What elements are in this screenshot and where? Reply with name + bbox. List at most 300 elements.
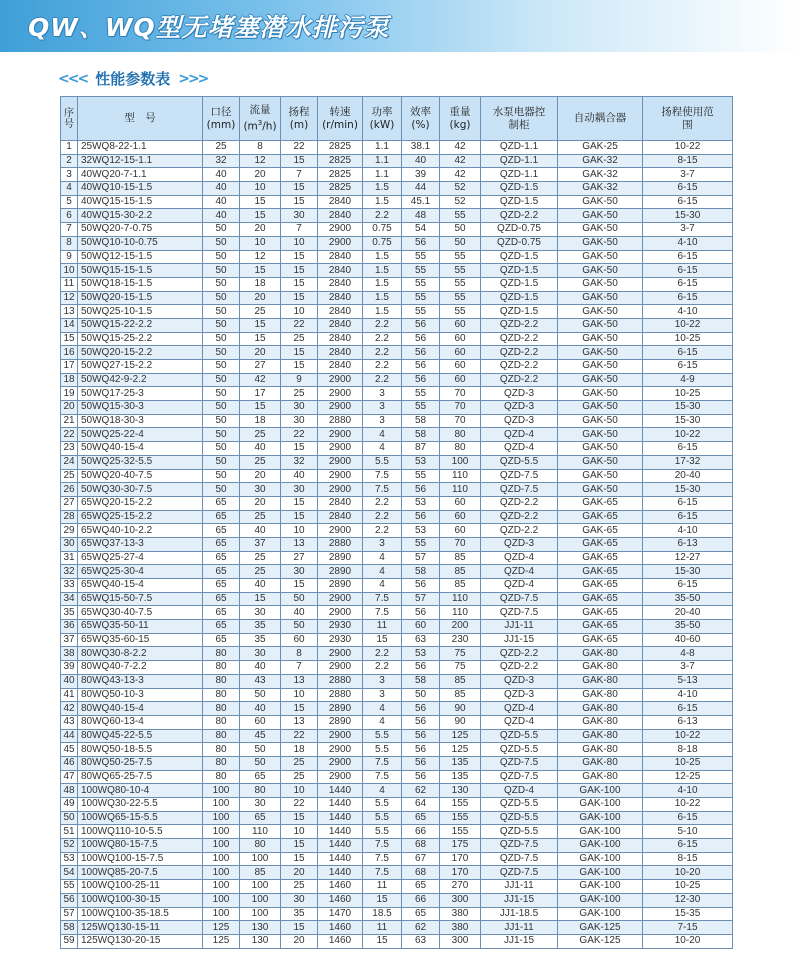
cell-no: 11	[61, 277, 78, 291]
cell-power: 4	[363, 428, 402, 442]
cell-flow: 15	[240, 332, 281, 346]
cell-coupling: GAK-80	[558, 702, 643, 716]
cell-speed: 1460	[318, 880, 363, 894]
cell-model: 65WQ35-50-11	[78, 620, 203, 634]
cell-coupling: GAK-65	[558, 565, 643, 579]
cell-head: 20	[281, 866, 318, 880]
cell-model: 100WQ30-22-5.5	[78, 798, 203, 812]
cell-speed: 2880	[318, 674, 363, 688]
cell-control: QZD-2.2	[481, 647, 558, 661]
cell-efficiency: 55	[402, 291, 440, 305]
table-row	[61, 674, 733, 688]
cell-efficiency: 40	[402, 154, 440, 168]
cell-power: 3	[363, 387, 402, 401]
cell-weight: 200	[440, 620, 481, 634]
table-row	[61, 455, 733, 469]
cell-range: 3-7	[643, 661, 733, 675]
cell-head: 30	[281, 401, 318, 415]
header-no: 序号	[61, 97, 78, 141]
cell-no: 27	[61, 496, 78, 510]
cell-model: 50WQ10-10-0.75	[78, 236, 203, 250]
cell-efficiency: 56	[402, 702, 440, 716]
cell-power: 7.5	[363, 606, 402, 620]
cell-weight: 300	[440, 893, 481, 907]
cell-model: 50WQ12-15-1.5	[78, 250, 203, 264]
cell-weight: 42	[440, 168, 481, 182]
cell-efficiency: 44	[402, 182, 440, 196]
cell-range: 6-15	[643, 360, 733, 374]
cell-range: 6-15	[643, 277, 733, 291]
header-power: 功率 (kW)	[363, 97, 402, 141]
cell-weight: 70	[440, 401, 481, 415]
cell-no: 57	[61, 907, 78, 921]
cell-range: 6-15	[643, 264, 733, 278]
cell-flow: 130	[240, 934, 281, 948]
cell-range: 6-15	[643, 291, 733, 305]
table-row	[61, 839, 733, 853]
cell-diameter: 65	[203, 606, 240, 620]
cell-power: 5.5	[363, 455, 402, 469]
cell-diameter: 40	[203, 168, 240, 182]
cell-coupling: GAK-50	[558, 291, 643, 305]
cell-power: 15	[363, 633, 402, 647]
cell-power: 15	[363, 934, 402, 948]
cell-no: 23	[61, 442, 78, 456]
cell-power: 1.1	[363, 141, 402, 155]
table-row	[61, 277, 733, 291]
cell-speed: 2900	[318, 770, 363, 784]
table-row	[61, 442, 733, 456]
cell-power: 1.5	[363, 277, 402, 291]
cell-control: QZD-4	[481, 428, 558, 442]
cell-weight: 155	[440, 825, 481, 839]
cell-weight: 52	[440, 195, 481, 209]
cell-no: 55	[61, 880, 78, 894]
cell-model: 50WQ18-15-1.5	[78, 277, 203, 291]
cell-no: 36	[61, 620, 78, 634]
cell-no: 59	[61, 934, 78, 948]
cell-efficiency: 55	[402, 469, 440, 483]
cell-efficiency: 65	[402, 907, 440, 921]
cell-head: 15	[281, 579, 318, 593]
cell-weight: 135	[440, 770, 481, 784]
cell-flow: 65	[240, 811, 281, 825]
cell-flow: 10	[240, 236, 281, 250]
cell-weight: 55	[440, 305, 481, 319]
cell-power: 3	[363, 537, 402, 551]
cell-flow: 40	[240, 524, 281, 538]
cell-model: 80WQ43-13-3	[78, 674, 203, 688]
table-row	[61, 551, 733, 565]
cell-coupling: GAK-50	[558, 209, 643, 223]
cell-no: 3	[61, 168, 78, 182]
table-row	[61, 647, 733, 661]
cell-flow: 80	[240, 839, 281, 853]
cell-range: 10-25	[643, 332, 733, 346]
table-row	[61, 236, 733, 250]
cell-range: 6-15	[643, 250, 733, 264]
table-row	[61, 811, 733, 825]
cell-power: 3	[363, 401, 402, 415]
cell-head: 30	[281, 893, 318, 907]
cell-control: QZD-3	[481, 387, 558, 401]
cell-model: 65WQ25-30-4	[78, 565, 203, 579]
cell-flow: 100	[240, 893, 281, 907]
cell-diameter: 50	[203, 455, 240, 469]
cell-control: QZD-1.5	[481, 291, 558, 305]
cell-coupling: GAK-50	[558, 277, 643, 291]
cell-efficiency: 68	[402, 866, 440, 880]
cell-control: QZD-5.5	[481, 729, 558, 743]
cell-no: 44	[61, 729, 78, 743]
cell-weight: 110	[440, 483, 481, 497]
cell-efficiency: 55	[402, 537, 440, 551]
cell-coupling: GAK-50	[558, 318, 643, 332]
cell-flow: 80	[240, 784, 281, 798]
cell-speed: 2825	[318, 141, 363, 155]
cell-no: 33	[61, 579, 78, 593]
cell-speed: 2900	[318, 606, 363, 620]
cell-no: 49	[61, 798, 78, 812]
cell-head: 60	[281, 633, 318, 647]
cell-speed: 2840	[318, 332, 363, 346]
cell-efficiency: 65	[402, 880, 440, 894]
cell-control: JJ1-11	[481, 921, 558, 935]
cell-speed: 2840	[318, 510, 363, 524]
table-row	[61, 360, 733, 374]
cell-range: 35-50	[643, 592, 733, 606]
cell-power: 5.5	[363, 825, 402, 839]
cell-power: 2.2	[363, 332, 402, 346]
cell-diameter: 80	[203, 674, 240, 688]
cell-range: 8-15	[643, 154, 733, 168]
table-row	[61, 592, 733, 606]
table-row	[61, 182, 733, 196]
cell-no: 56	[61, 893, 78, 907]
cell-coupling: GAK-80	[558, 674, 643, 688]
cell-flow: 50	[240, 688, 281, 702]
cell-efficiency: 56	[402, 743, 440, 757]
cell-model: 50WQ25-32-5.5	[78, 455, 203, 469]
cell-efficiency: 56	[402, 332, 440, 346]
cell-power: 7.5	[363, 866, 402, 880]
cell-flow: 15	[240, 592, 281, 606]
cell-power: 7.5	[363, 852, 402, 866]
title-banner	[0, 0, 800, 52]
cell-flow: 15	[240, 195, 281, 209]
cell-control: QZD-4	[481, 551, 558, 565]
cell-power: 7.5	[363, 770, 402, 784]
cell-control: QZD-3	[481, 537, 558, 551]
cell-range: 3-7	[643, 223, 733, 237]
cell-no: 12	[61, 291, 78, 305]
cell-no: 15	[61, 332, 78, 346]
cell-power: 0.75	[363, 223, 402, 237]
table-row	[61, 223, 733, 237]
cell-speed: 2890	[318, 551, 363, 565]
header-efficiency: 效率 (%)	[402, 97, 440, 141]
cell-control: QZD-5.5	[481, 455, 558, 469]
cell-no: 34	[61, 592, 78, 606]
table-row	[61, 291, 733, 305]
cell-weight: 170	[440, 866, 481, 880]
cell-no: 43	[61, 715, 78, 729]
cell-control: JJ1-18.5	[481, 907, 558, 921]
header-model: 型 号	[78, 97, 203, 141]
cell-control: QZD-7.5	[481, 866, 558, 880]
cell-no: 54	[61, 866, 78, 880]
cell-model: 50WQ20-7-0.75	[78, 223, 203, 237]
cell-model: 50WQ20-15-1.5	[78, 291, 203, 305]
cell-power: 2.2	[363, 373, 402, 387]
cell-no: 26	[61, 483, 78, 497]
cell-efficiency: 45.1	[402, 195, 440, 209]
cell-control: QZD-0.75	[481, 223, 558, 237]
table-row	[61, 483, 733, 497]
cell-head: 8	[281, 647, 318, 661]
cell-range: 15-30	[643, 401, 733, 415]
cell-speed: 2900	[318, 428, 363, 442]
cell-weight: 155	[440, 811, 481, 825]
cell-head: 15	[281, 346, 318, 360]
table-row	[61, 537, 733, 551]
cell-model: 65WQ25-15-2.2	[78, 510, 203, 524]
cell-diameter: 100	[203, 811, 240, 825]
cell-head: 15	[281, 442, 318, 456]
cell-head: 22	[281, 428, 318, 442]
cell-control: QZD-1.5	[481, 277, 558, 291]
cell-control: JJ1-15	[481, 893, 558, 907]
cell-model: 50WQ15-22-2.2	[78, 318, 203, 332]
cell-efficiency: 58	[402, 414, 440, 428]
cell-weight: 60	[440, 510, 481, 524]
cell-diameter: 100	[203, 880, 240, 894]
cell-power: 1.1	[363, 168, 402, 182]
cell-weight: 60	[440, 332, 481, 346]
table-row	[61, 373, 733, 387]
cell-no: 19	[61, 387, 78, 401]
cell-speed: 2825	[318, 154, 363, 168]
cell-range: 6-15	[643, 579, 733, 593]
table-row	[61, 510, 733, 524]
cell-power: 1.5	[363, 182, 402, 196]
cell-no: 51	[61, 825, 78, 839]
table-row	[61, 524, 733, 538]
cell-head: 15	[281, 264, 318, 278]
cell-diameter: 65	[203, 592, 240, 606]
cell-no: 38	[61, 647, 78, 661]
cell-diameter: 50	[203, 236, 240, 250]
cell-no: 6	[61, 209, 78, 223]
cell-model: 25WQ8-22-1.1	[78, 141, 203, 155]
cell-flow: 25	[240, 551, 281, 565]
cell-range: 15-30	[643, 209, 733, 223]
cell-range: 4-10	[643, 236, 733, 250]
cell-power: 4	[363, 442, 402, 456]
cell-range: 8-15	[643, 852, 733, 866]
cell-range: 4-10	[643, 784, 733, 798]
cell-speed: 2900	[318, 661, 363, 675]
cell-weight: 100	[440, 455, 481, 469]
cell-head: 15	[281, 360, 318, 374]
cell-efficiency: 50	[402, 688, 440, 702]
cell-efficiency: 39	[402, 168, 440, 182]
cell-head: 32	[281, 455, 318, 469]
cell-coupling: GAK-50	[558, 236, 643, 250]
cell-no: 32	[61, 565, 78, 579]
cell-range: 12-30	[643, 893, 733, 907]
cell-efficiency: 64	[402, 798, 440, 812]
cell-speed: 2890	[318, 715, 363, 729]
cell-control: QZD-7.5	[481, 756, 558, 770]
cell-flow: 37	[240, 537, 281, 551]
cell-diameter: 32	[203, 154, 240, 168]
cell-speed: 1440	[318, 798, 363, 812]
cell-diameter: 65	[203, 537, 240, 551]
cell-control: QZD-5.5	[481, 811, 558, 825]
cell-power: 2.2	[363, 510, 402, 524]
cell-head: 15	[281, 496, 318, 510]
cell-head: 15	[281, 702, 318, 716]
cell-range: 6-15	[643, 195, 733, 209]
cell-head: 25	[281, 880, 318, 894]
cell-head: 9	[281, 373, 318, 387]
cell-model: 125WQ130-15-11	[78, 921, 203, 935]
cell-control: JJ1-11	[481, 880, 558, 894]
cell-head: 15	[281, 921, 318, 935]
cell-coupling: GAK-125	[558, 921, 643, 935]
cell-power: 2.2	[363, 647, 402, 661]
cell-no: 2	[61, 154, 78, 168]
cell-speed: 2840	[318, 250, 363, 264]
cell-speed: 2840	[318, 291, 363, 305]
cell-range: 10-22	[643, 729, 733, 743]
cell-range: 10-25	[643, 756, 733, 770]
cell-weight: 60	[440, 360, 481, 374]
cell-speed: 2880	[318, 537, 363, 551]
cell-model: 65WQ25-27-4	[78, 551, 203, 565]
cell-flow: 20	[240, 346, 281, 360]
cell-control: JJ1-15	[481, 934, 558, 948]
cell-efficiency: 57	[402, 551, 440, 565]
cell-diameter: 50	[203, 469, 240, 483]
cell-weight: 42	[440, 141, 481, 155]
cell-head: 15	[281, 277, 318, 291]
cell-diameter: 40	[203, 195, 240, 209]
cell-coupling: GAK-65	[558, 537, 643, 551]
cell-model: 32WQ12-15-1.1	[78, 154, 203, 168]
cell-range: 10-22	[643, 318, 733, 332]
cell-weight: 90	[440, 702, 481, 716]
cell-coupling: GAK-100	[558, 866, 643, 880]
cell-power: 2.2	[363, 360, 402, 374]
cell-range: 10-22	[643, 141, 733, 155]
cell-efficiency: 63	[402, 934, 440, 948]
cell-head: 27	[281, 551, 318, 565]
cell-range: 8-18	[643, 743, 733, 757]
cell-diameter: 50	[203, 291, 240, 305]
table-row	[61, 620, 733, 634]
cell-efficiency: 62	[402, 921, 440, 935]
table-row	[61, 784, 733, 798]
cell-speed: 2900	[318, 592, 363, 606]
cell-control: QZD-2.2	[481, 524, 558, 538]
cell-weight: 60	[440, 373, 481, 387]
cell-efficiency: 55	[402, 264, 440, 278]
header-weight: 重量 (kg)	[440, 97, 481, 141]
cell-model: 50WQ30-30-7.5	[78, 483, 203, 497]
cell-model: 40WQ15-30-2.2	[78, 209, 203, 223]
table-row	[61, 414, 733, 428]
table-row	[61, 702, 733, 716]
cell-speed: 1440	[318, 825, 363, 839]
cell-diameter: 100	[203, 866, 240, 880]
cell-diameter: 50	[203, 360, 240, 374]
cell-head: 7	[281, 168, 318, 182]
cell-range: 10-22	[643, 428, 733, 442]
cell-coupling: GAK-65	[558, 496, 643, 510]
cell-range: 6-15	[643, 442, 733, 456]
cell-range: 20-40	[643, 606, 733, 620]
cell-flow: 18	[240, 277, 281, 291]
cell-weight: 125	[440, 743, 481, 757]
cell-coupling: GAK-50	[558, 387, 643, 401]
table-row	[61, 469, 733, 483]
cell-efficiency: 53	[402, 455, 440, 469]
cell-range: 15-30	[643, 565, 733, 579]
table-row	[61, 825, 733, 839]
cell-speed: 2930	[318, 620, 363, 634]
cell-model: 80WQ40-7-2.2	[78, 661, 203, 675]
header-speed: 转速 (r/min)	[318, 97, 363, 141]
cell-range: 6-15	[643, 839, 733, 853]
cell-diameter: 100	[203, 825, 240, 839]
cell-range: 12-25	[643, 770, 733, 784]
cell-diameter: 100	[203, 907, 240, 921]
cell-speed: 1440	[318, 866, 363, 880]
cell-efficiency: 57	[402, 592, 440, 606]
cell-model: 100WQ80-10-4	[78, 784, 203, 798]
cell-no: 4	[61, 182, 78, 196]
table-row	[61, 729, 733, 743]
cell-head: 50	[281, 592, 318, 606]
cell-efficiency: 68	[402, 839, 440, 853]
cell-no: 47	[61, 770, 78, 784]
table-row	[61, 141, 733, 155]
cell-no: 10	[61, 264, 78, 278]
cell-no: 14	[61, 318, 78, 332]
cell-weight: 230	[440, 633, 481, 647]
cell-flow: 100	[240, 852, 281, 866]
cell-efficiency: 66	[402, 825, 440, 839]
cell-head: 30	[281, 414, 318, 428]
cell-head: 15	[281, 250, 318, 264]
cell-range: 10-22	[643, 798, 733, 812]
cell-control: QZD-2.2	[481, 346, 558, 360]
cell-model: 65WQ40-15-4	[78, 579, 203, 593]
cell-coupling: GAK-32	[558, 168, 643, 182]
cell-no: 21	[61, 414, 78, 428]
cell-flow: 25	[240, 455, 281, 469]
cell-control: QZD-4	[481, 442, 558, 456]
cell-efficiency: 56	[402, 756, 440, 770]
cell-model: 50WQ15-25-2.2	[78, 332, 203, 346]
cell-model: 80WQ40-15-4	[78, 702, 203, 716]
cell-coupling: GAK-65	[558, 620, 643, 634]
cell-no: 39	[61, 661, 78, 675]
cell-model: 100WQ100-35-18.5	[78, 907, 203, 921]
cell-weight: 70	[440, 414, 481, 428]
